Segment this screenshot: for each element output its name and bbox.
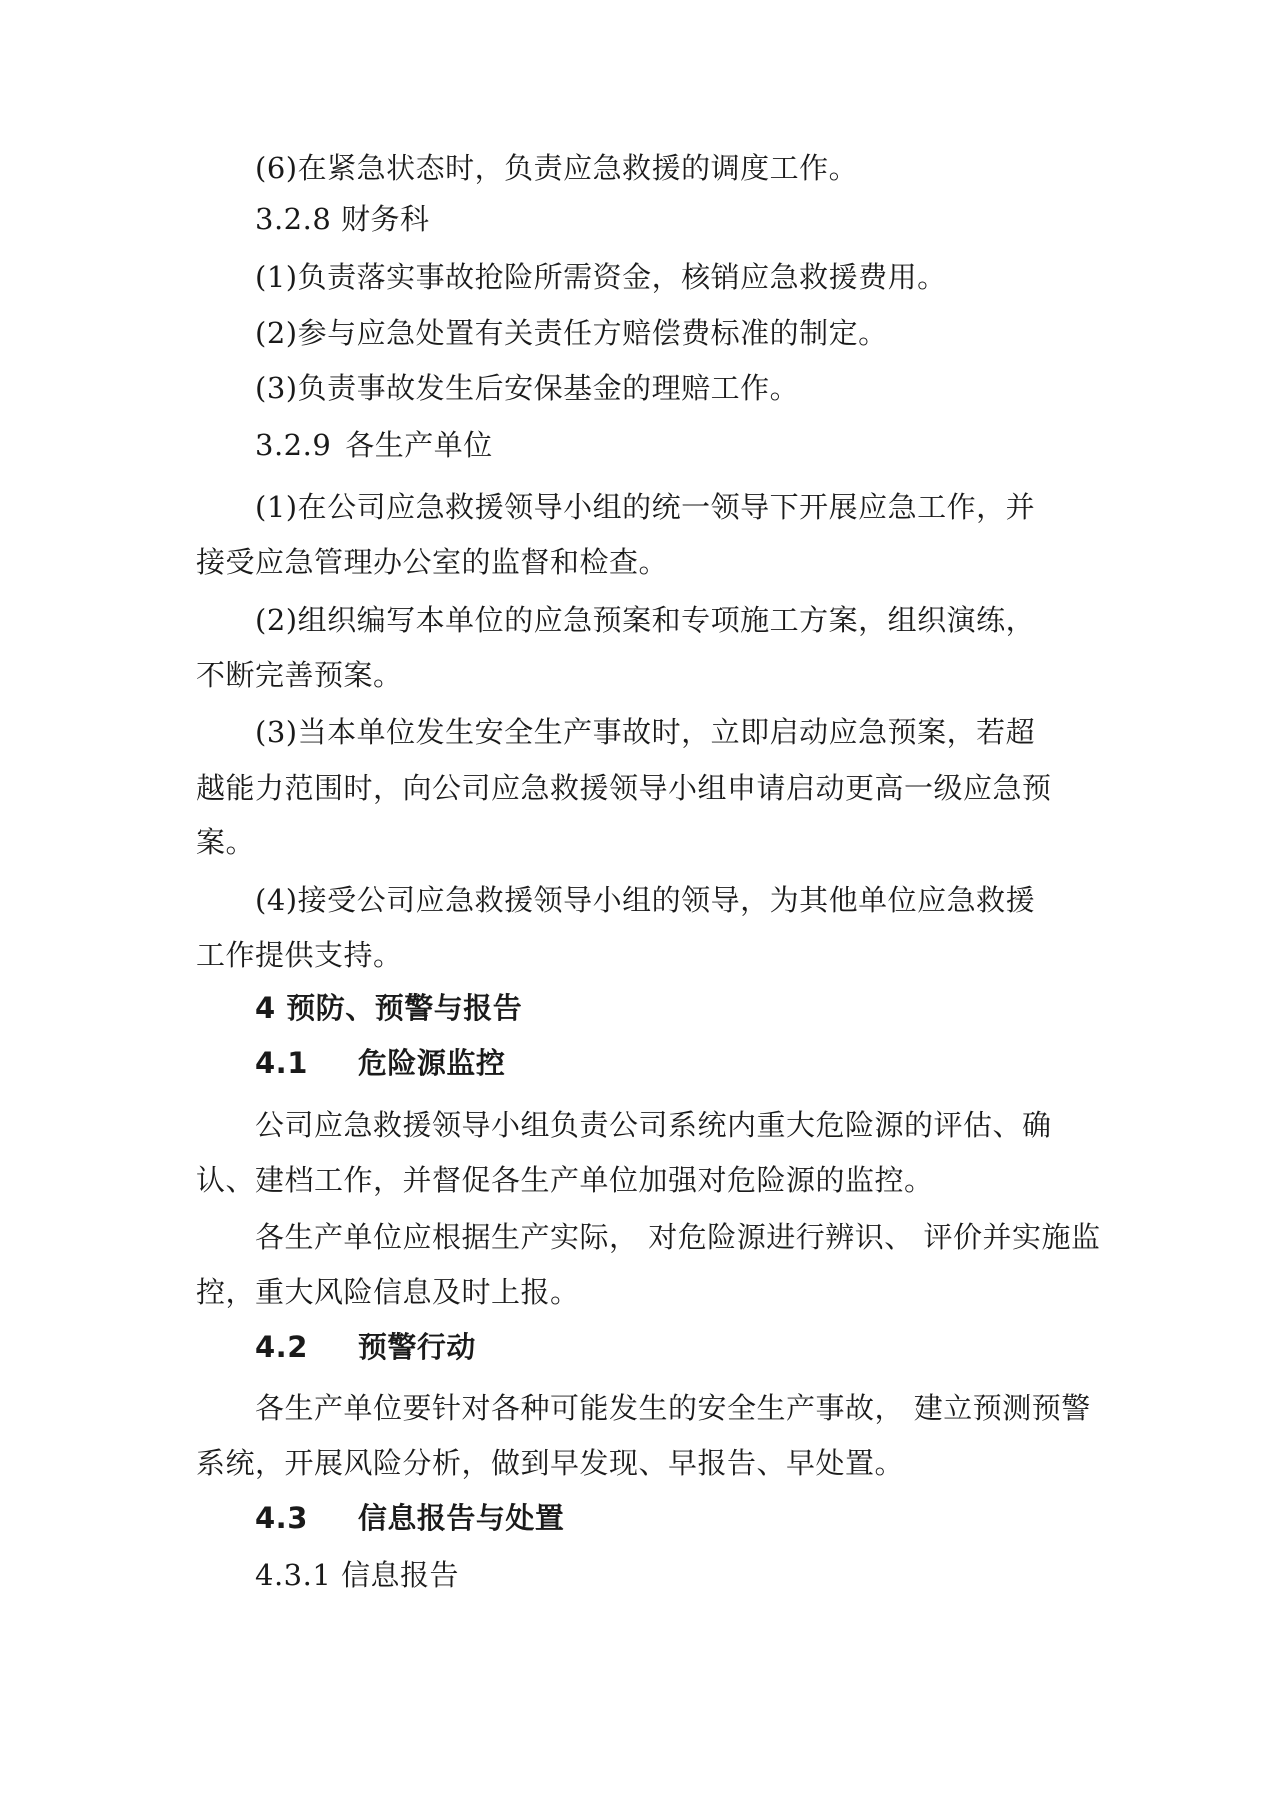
paragraph-line: 案。 bbox=[196, 825, 256, 859]
chapter-heading-4: 4 预防、预警与报告 bbox=[255, 991, 523, 1025]
section-heading-4-3-1: 4.3.1 信息报告 bbox=[255, 1558, 460, 1592]
paragraph-line: (2)组织编写本单位的应急预案和专项施工方案，组织演练， bbox=[255, 603, 1036, 637]
section-number: 4.1 bbox=[255, 1046, 308, 1080]
paragraph-line: 系统，开展风险分析，做到早发现、早报告、早处置。 bbox=[196, 1446, 905, 1480]
paragraph-line: 各生产单位要针对各种可能发生的安全生产事故， 建立预测预警 bbox=[255, 1391, 1091, 1425]
section-number: 4.2 bbox=[255, 1330, 308, 1364]
paragraph-line: 认、建档工作，并督促各生产单位加强对危险源的监控。 bbox=[196, 1163, 934, 1197]
paragraph-line: 各生产单位应根据生产实际， 对危险源进行辨识、 评价并实施监 bbox=[255, 1220, 1101, 1254]
section-heading-3-2-8: 3.2.8 财务科 bbox=[255, 202, 430, 236]
paragraph-line: 接受应急管理办公室的监督和检查。 bbox=[196, 545, 669, 579]
section-heading-3-2-9 bbox=[255, 425, 493, 465]
section-title: 各生产单位 bbox=[345, 428, 493, 462]
paragraph-line: 越能力范围时，向公司应急救援领导小组申请启动更高一级应急预 bbox=[196, 771, 1052, 805]
section-title: 危险源监控 bbox=[357, 1046, 506, 1080]
paragraph-line: (4)接受公司应急救援领导小组的领导，为其他单位应急救援 bbox=[255, 883, 1036, 917]
paragraph-line: (1)在公司应急救援领导小组的统一领导下开展应急工作，并 bbox=[255, 490, 1036, 524]
section-number: 3.2.9 bbox=[255, 428, 332, 462]
section-heading-4-1 bbox=[255, 1043, 505, 1083]
paragraph-line: (6)在紧急状态时，负责应急救援的调度工作。 bbox=[255, 151, 859, 185]
paragraph-line: 工作提供支持。 bbox=[196, 938, 403, 972]
section-heading-4-2 bbox=[255, 1327, 476, 1367]
section-title: 信息报告与处置 bbox=[357, 1501, 565, 1535]
paragraph-line: (3)负责事故发生后安保基金的理赔工作。 bbox=[255, 371, 800, 405]
paragraph-line: 控，重大风险信息及时上报。 bbox=[196, 1275, 580, 1309]
section-title: 预警行动 bbox=[357, 1330, 476, 1364]
paragraph-line: 不断完善预案。 bbox=[196, 658, 403, 692]
paragraph-line: (2)参与应急处置有关责任方赔偿费标准的制定。 bbox=[255, 316, 888, 350]
section-heading-4-3 bbox=[255, 1498, 564, 1538]
paragraph-line: (1)负责落实事故抢险所需资金，核销应急救援费用。 bbox=[255, 260, 947, 294]
section-number: 4.3 bbox=[255, 1501, 308, 1535]
paragraph-line: (3)当本单位发生安全生产事故时，立即启动应急预案，若超 bbox=[255, 715, 1036, 749]
paragraph-line: 公司应急救援领导小组负责公司系统内重大危险源的评估、确 bbox=[255, 1108, 1052, 1142]
